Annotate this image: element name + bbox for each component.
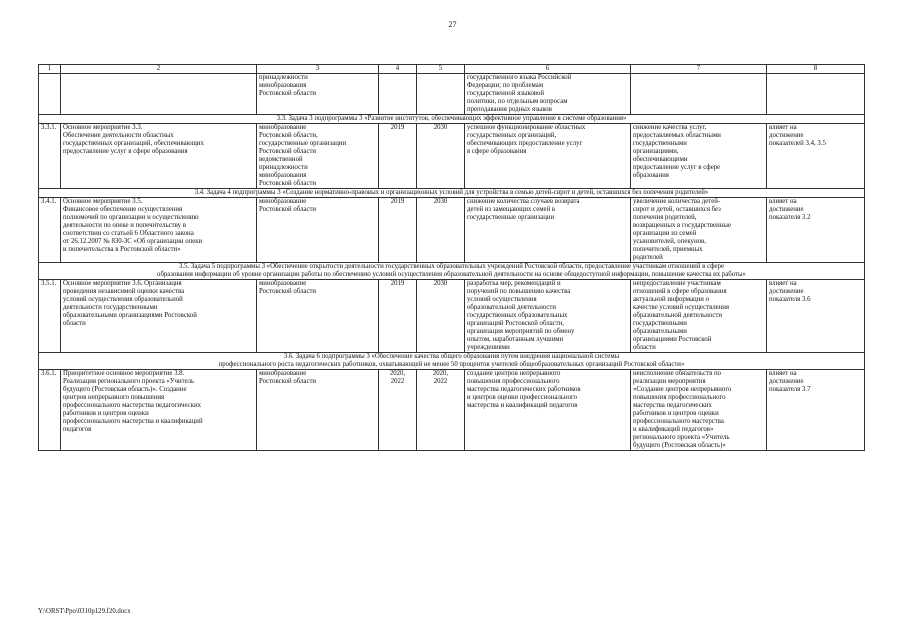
col-header-5: 5 [417, 65, 465, 74]
measure-indicator-link: влияет на достижение показателя 3.2 [767, 198, 865, 263]
measure-start-year: 2020, 2022 [379, 370, 417, 451]
measure-end-year: 2020, 2022 [417, 370, 465, 451]
measure-start-year: 2019 [379, 124, 417, 189]
col-header-4: 4 [379, 65, 417, 74]
task-row [39, 353, 865, 370]
measure-start-year: 2019 [379, 198, 417, 263]
task-heading: 3.5. Задача 5 подпрограммы 3 «Обеспечение открытости деятельности государственных образовательных учреждений Ростовской области, предоставление участникам отношений в сфере образования информации об уровне организации работы по обеспечению условий осуществления образовательной деятельности на основе общедоступной информации, повышение качества их работы» [39, 263, 865, 280]
measure-number: 3.6.1. [39, 370, 61, 451]
measure-end-year: 2030 [417, 124, 465, 189]
measure-name: Основное мероприятие 3.5. Финансовое обеспечение осуществления полномочий по организации и осуществлению деятельности по опеке и попечительству в соответствии со статьей 6 Областного закона от 26.12.2007 № 830-ЗС «Об организации опеки и попечительства в Ростовской области» [61, 198, 257, 263]
measure-executor: минобразование Ростовской области [257, 198, 379, 263]
cell-empty [767, 74, 865, 115]
cell-empty [379, 74, 417, 115]
measure-indicator-link: влияет на достижение показателей 3.4, 3.5 [767, 124, 865, 189]
col-header-2: 2 [61, 65, 257, 74]
measure-indicator-link: влияет на достижение показателя 3.7 [767, 370, 865, 451]
col-header-8: 8 [767, 65, 865, 74]
measure-number: 3.5.1. [39, 280, 61, 353]
measure-consequence: непредоставление участникам отношений в сфере образования актуальной информации о качестве условий осуществления образовательной деятельности государственными образовательными организациями Ростовской области [631, 280, 767, 353]
task-row [39, 263, 865, 280]
measure-number: 3.3.1. [39, 124, 61, 189]
measure-start-year: 2019 [379, 280, 417, 353]
measure-end-year: 2030 [417, 280, 465, 353]
task-row [39, 189, 865, 198]
measure-end-year: 2030 [417, 198, 465, 263]
measures-table [38, 64, 865, 451]
cell-empty [39, 74, 61, 115]
task-heading: 3.4. Задача 4 подпрограммы 3 «Создание нормативно-правовых и организационных условий для устройства в семью детей-сирот и детей, оставшихся без попечения родителей» [39, 189, 865, 198]
measure-expected-result: успешное функционирование областных государственных организаций, обеспечивающих предоставление услуг в сфере образования [465, 124, 631, 189]
cell-empty [61, 74, 257, 115]
continuation-executor: принадлежности минобразования Ростовской области [257, 74, 379, 115]
measure-name: Основное мероприятие 3.3. Обеспечение деятельности областных государственных организаций, обеспечивающих предоставление услуг в сфере образования [61, 124, 257, 189]
measure-executor: минобразование Ростовской области [257, 370, 379, 451]
measure-expected-result: снижение количества случаев возврата детей из замещающих семей в государственные организации [465, 198, 631, 263]
task-heading: 3.6. Задача 6 подпрограммы 3 «Обеспечение качества общего образования путем внедрения национальной системы профессионального роста педагогических работников, охватывающей не менее 50 процентов учителей общеобразовательных организаций Ростовской области» [39, 353, 865, 370]
measure-name: Основное мероприятие 3.6. Организация проведения независимой оценки качества условий осуществления образовательной деятельности государственными образовательными организациями Ростовской области [61, 280, 257, 353]
measure-row [39, 370, 865, 451]
col-header-7: 7 [631, 65, 767, 74]
continuation-row [39, 74, 865, 115]
measure-consequence: снижение качества услуг, предоставляемых областными государственными организациями, обеспечивающими предоставление услуг в сфере образования [631, 124, 767, 189]
header-row [39, 65, 865, 74]
measure-expected-result: разработка мер, рекомендаций и поручений по повышению качества условий осуществления образовательной деятельности государственных образовательных организаций Ростовской области, организация мероприятий по обмену опытом, наработанным лучшими учреждениями [465, 280, 631, 353]
cell-empty [631, 74, 767, 115]
col-header-3: 3 [257, 65, 379, 74]
col-header-6: 6 [465, 65, 631, 74]
measure-number: 3.4.1. [39, 198, 61, 263]
measure-executor: минобразование Ростовской области [257, 280, 379, 353]
measure-row [39, 198, 865, 263]
measure-name: Приоритетное основное мероприятие 3.8. Реализация регионального проекта «Учитель будущего (Ростовская область)». Создание центров непрерывного повышения профессионального мастерства педагогических работников и центров оценки профессионального мастерства и квалификаций педагогов [61, 370, 257, 451]
task-row [39, 115, 865, 124]
task-heading: 3.3. Задача 3 подпрограммы 3 «Развитие институтов, обеспечивающих эффективное управление в системе образования» [39, 115, 865, 124]
page-number: 27 [448, 20, 457, 29]
cell-empty [417, 74, 465, 115]
measure-indicator-link: влияет на достижение показателя 3.6 [767, 280, 865, 353]
continuation-result: государственного языка Российской Федерации; по проблемам государственной языковой политики, по отдельным вопросам преподавания родных языков [465, 74, 631, 115]
measure-row [39, 280, 865, 353]
col-header-1: 1 [39, 65, 61, 74]
measure-consequence: неисполнение обязательств по реализации мероприятия «Создание центров непрерывного повышения профессионального мастерства педагогических работников и центров оценки профессионального мастерства и квалификаций педагогов» регионального проекта «Учитель будущего (Ростовская область)» [631, 370, 767, 451]
footer-file-path: Y:\ORST\Ppo\0310p129.f20.docx [38, 608, 131, 615]
measure-consequence: увеличение количества детей- сирот и детей, оставшихся без попечения родителей, возвращенных в государственные организации из семей усыновителей, опекунов, попечителей, приемных родителей [631, 198, 767, 263]
measure-expected-result: создание центров непрерывного повышения профессионального мастерства педагогических работников и центров оценки профессионального мастерства и квалификаций педагогов [465, 370, 631, 451]
measure-executor: минобразование Ростовской области, государственные организации Ростовской области ведомственной принадлежности минобразования Ростовской области [257, 124, 379, 189]
measure-row [39, 124, 865, 189]
